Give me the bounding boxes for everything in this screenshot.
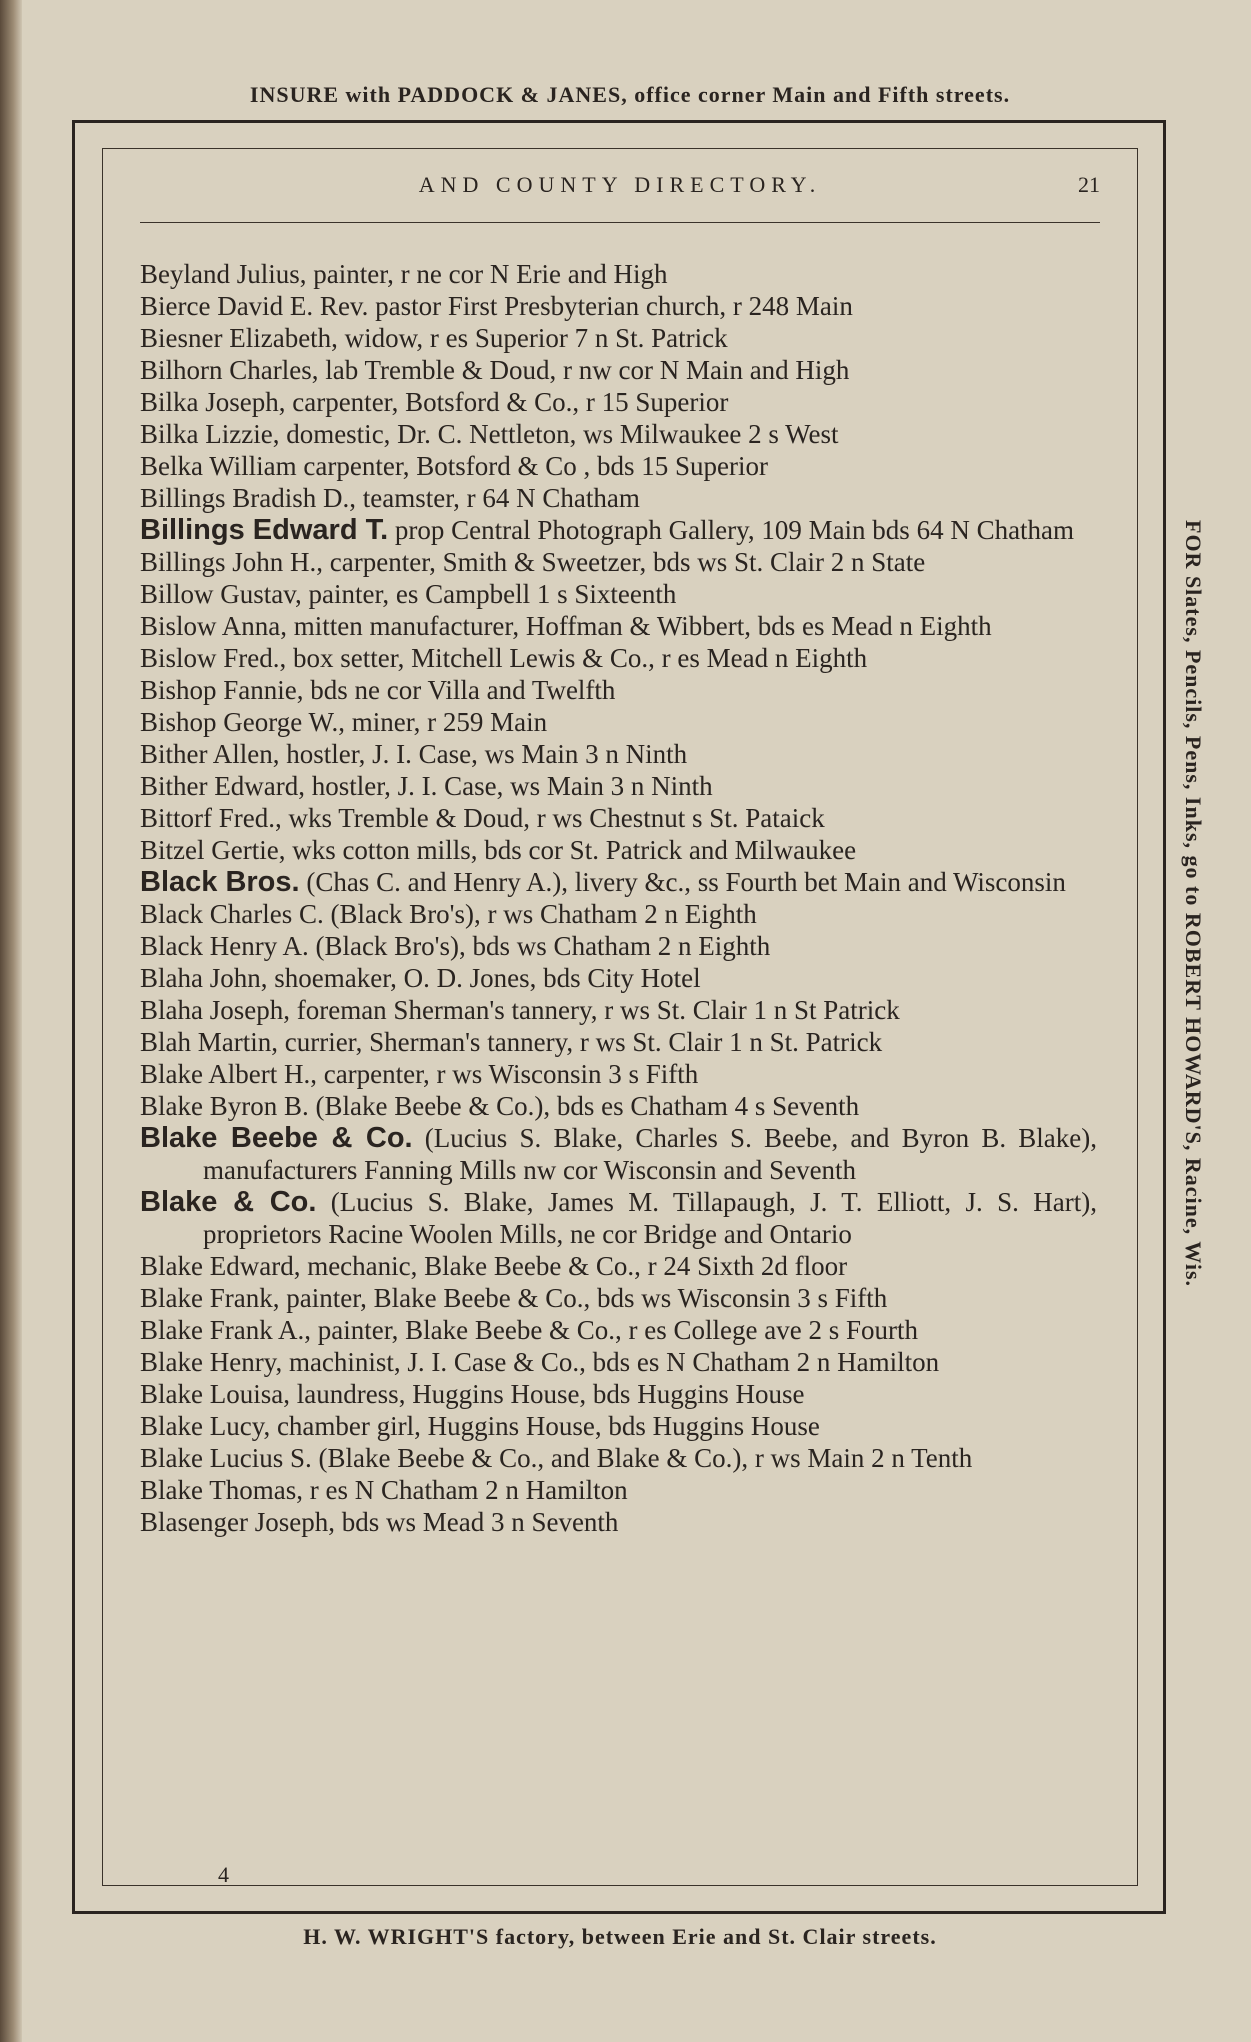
entry-text: Blake Edward, mechanic, Blake Beebe & Co., r 24 Sixth 2d floor bbox=[140, 1251, 848, 1281]
directory-entry bbox=[140, 866, 1097, 898]
directory-entries bbox=[140, 258, 1097, 1538]
directory-entry bbox=[140, 1410, 1097, 1442]
directory-entry bbox=[140, 354, 1097, 386]
running-title: AND COUNTY DIRECTORY. bbox=[418, 172, 822, 197]
entry-text: Beyland Julius, painter, r ne cor N Erie and High bbox=[140, 259, 668, 289]
entry-text: Blake Thomas, r es N Chatham 2 n Hamilton bbox=[140, 1475, 628, 1505]
directory-entry bbox=[140, 1122, 1097, 1186]
running-head bbox=[140, 172, 1100, 204]
directory-entry bbox=[140, 546, 1097, 578]
entry-text: Billings John H., carpenter, Smith & Sweetzer, bds ws St. Clair 2 n State bbox=[140, 547, 926, 577]
entry-text: Billings Bradish D., teamster, r 64 N Chatham bbox=[140, 483, 640, 513]
directory-entry bbox=[140, 1506, 1097, 1538]
entry-text: Bishop Fannie, bds ne cor Villa and Twelfth bbox=[140, 675, 616, 705]
directory-entry bbox=[140, 898, 1097, 930]
entry-text: (Chas C. and Henry A.), livery &c., ss Fourth bet Main and Wisconsin bbox=[299, 867, 1066, 897]
directory-entry bbox=[140, 1346, 1097, 1378]
directory-entry bbox=[140, 514, 1097, 546]
directory-entry bbox=[140, 642, 1097, 674]
directory-entry bbox=[140, 1250, 1097, 1282]
side-advertisement: FOR Slates, Pencils, Pens, Inks, go to ROBERT HOWARD'S, Racine, Wis. bbox=[1181, 520, 1206, 1288]
entry-text: Bilhorn Charles, lab Tremble & Doud, r nw cor N Main and High bbox=[140, 355, 850, 385]
entry-text: Bittorf Fred., wks Tremble & Doud, r ws Chestnut s St. Pataick bbox=[140, 803, 825, 833]
entry-text: Biesner Elizabeth, widow, r es Superior 7 n St. Patrick bbox=[140, 323, 728, 353]
entry-text: Bislow Fred., box setter, Mitchell Lewis & Co., r es Mead n Eighth bbox=[140, 643, 868, 673]
directory-entry bbox=[140, 578, 1097, 610]
directory-entry bbox=[140, 610, 1097, 642]
entry-text: Blake Frank, painter, Blake Beebe & Co., bds ws Wisconsin 3 s Fifth bbox=[140, 1283, 888, 1313]
directory-entry bbox=[140, 386, 1097, 418]
entry-text: Black Charles C. (Black Bro's), r ws Chatham 2 n Eighth bbox=[140, 899, 757, 929]
entry-text: Blake Lucius S. (Blake Beebe & Co., and Blake & Co.), r ws Main 2 n Tenth bbox=[140, 1443, 973, 1473]
directory-entry bbox=[140, 1186, 1097, 1250]
entry-text: Blake Lucy, chamber girl, Huggins House, bds Huggins House bbox=[140, 1411, 820, 1441]
directory-entry bbox=[140, 1314, 1097, 1346]
directory-entry bbox=[140, 1026, 1097, 1058]
entry-text: Blake Louisa, laundress, Huggins House, bds Huggins House bbox=[140, 1379, 805, 1409]
directory-entry bbox=[140, 930, 1097, 962]
entry-text: Bierce David E. Rev. pastor First Presbyterian church, r 248 Main bbox=[140, 291, 853, 321]
entry-bold-name: Blake & Co. bbox=[140, 1186, 317, 1218]
entry-text: Belka William carpenter, Botsford & Co , bds 15 Superior bbox=[140, 451, 768, 481]
binding-gutter bbox=[0, 0, 22, 2042]
directory-entry bbox=[140, 1442, 1097, 1474]
directory-entry bbox=[140, 1378, 1097, 1410]
entry-text: Blah Martin, currier, Sherman's tannery, r ws St. Clair 1 n St. Patrick bbox=[140, 1027, 883, 1057]
page-number: 21 bbox=[1078, 172, 1100, 197]
entry-text: Bither Allen, hostler, J. I. Case, ws Main 3 n Ninth bbox=[140, 739, 688, 769]
entry-text: Bilka Joseph, carpenter, Botsford & Co., r 15 Superior bbox=[140, 387, 729, 417]
entry-text: (Lucius S. Blake, James M. Tillapaugh, J. T. Elliott, J. S. Hart), proprietors Racine Woolen Mills, ne cor Bridge and Ontario bbox=[203, 1187, 1097, 1249]
entry-bold-name: Blake Beebe & Co. bbox=[140, 1122, 413, 1154]
entry-text: Black Henry A. (Black Bro's), bds ws Chatham 2 n Eighth bbox=[140, 931, 771, 961]
directory-entry bbox=[140, 450, 1097, 482]
entry-text: prop Central Photograph Gallery, 109 Main bds 64 N Chatham bbox=[388, 515, 1075, 545]
entry-text: Billow Gustav, painter, es Campbell 1 s Sixteenth bbox=[140, 579, 677, 609]
directory-entry bbox=[140, 418, 1097, 450]
top-advertisement: INSURE with PADDOCK & JANES, office corner Main and Fifth streets. bbox=[249, 82, 1011, 107]
entry-text: Bishop George W., miner, r 259 Main bbox=[140, 707, 548, 737]
entry-text: Bitzel Gertie, wks cotton mills, bds cor St. Patrick and Milwaukee bbox=[140, 835, 857, 865]
entry-text: Bither Edward, hostler, J. I. Case, ws Main 3 n Ninth bbox=[140, 771, 713, 801]
directory-entry bbox=[140, 1474, 1097, 1506]
entry-text: Blake Henry, machinist, J. I. Case & Co., bds es N Chatham 2 n Hamilton bbox=[140, 1347, 940, 1377]
directory-entry bbox=[140, 706, 1097, 738]
directory-entry bbox=[140, 994, 1097, 1026]
entry-bold-name: Billings Edward T. bbox=[140, 514, 389, 546]
entry-text: Bislow Anna, mitten manufacturer, Hoffman & Wibbert, bds es Mead n Eighth bbox=[140, 611, 992, 641]
bottom-advertisement: H. W. WRIGHT'S factory, between Erie and St. Clair streets. bbox=[303, 1924, 937, 1949]
directory-entry bbox=[140, 770, 1097, 802]
entry-text: Blasenger Joseph, bds ws Mead 3 n Seventh bbox=[140, 1507, 619, 1537]
entry-text: Blake Byron B. (Blake Beebe & Co.), bds es Chatham 4 s Seventh bbox=[140, 1091, 860, 1121]
directory-entry bbox=[140, 322, 1097, 354]
directory-entry bbox=[140, 258, 1097, 290]
directory-entry bbox=[140, 834, 1097, 866]
directory-entry bbox=[140, 674, 1097, 706]
directory-entry bbox=[140, 802, 1097, 834]
directory-entry bbox=[140, 1058, 1097, 1090]
directory-entry bbox=[140, 1090, 1097, 1122]
entry-text: Blaha John, shoemaker, O. D. Jones, bds City Hotel bbox=[140, 963, 701, 993]
directory-entry bbox=[140, 290, 1097, 322]
entry-text: Blaha Joseph, foreman Sherman's tannery, r ws St. Clair 1 n St Patrick bbox=[140, 995, 900, 1025]
signature-mark: 4 bbox=[218, 1862, 229, 1887]
entry-text: Bilka Lizzie, domestic, Dr. C. Nettleton, ws Milwaukee 2 s West bbox=[140, 419, 839, 449]
entry-text: Blake Frank A., painter, Blake Beebe & Co., r es College ave 2 s Fourth bbox=[140, 1315, 919, 1345]
entry-text: (Lucius S. Blake, Charles S. Beebe, and Byron B. Blake), manufacturers Fanning Mills nw cor Wisconsin and Seventh bbox=[203, 1123, 1097, 1185]
header-rule bbox=[140, 222, 1100, 223]
directory-entry bbox=[140, 738, 1097, 770]
entry-text: Blake Albert H., carpenter, r ws Wisconsin 3 s Fifth bbox=[140, 1059, 699, 1089]
directory-entry bbox=[140, 962, 1097, 994]
directory-entry bbox=[140, 1282, 1097, 1314]
directory-entry bbox=[140, 482, 1097, 514]
entry-bold-name: Black Bros. bbox=[140, 866, 300, 898]
